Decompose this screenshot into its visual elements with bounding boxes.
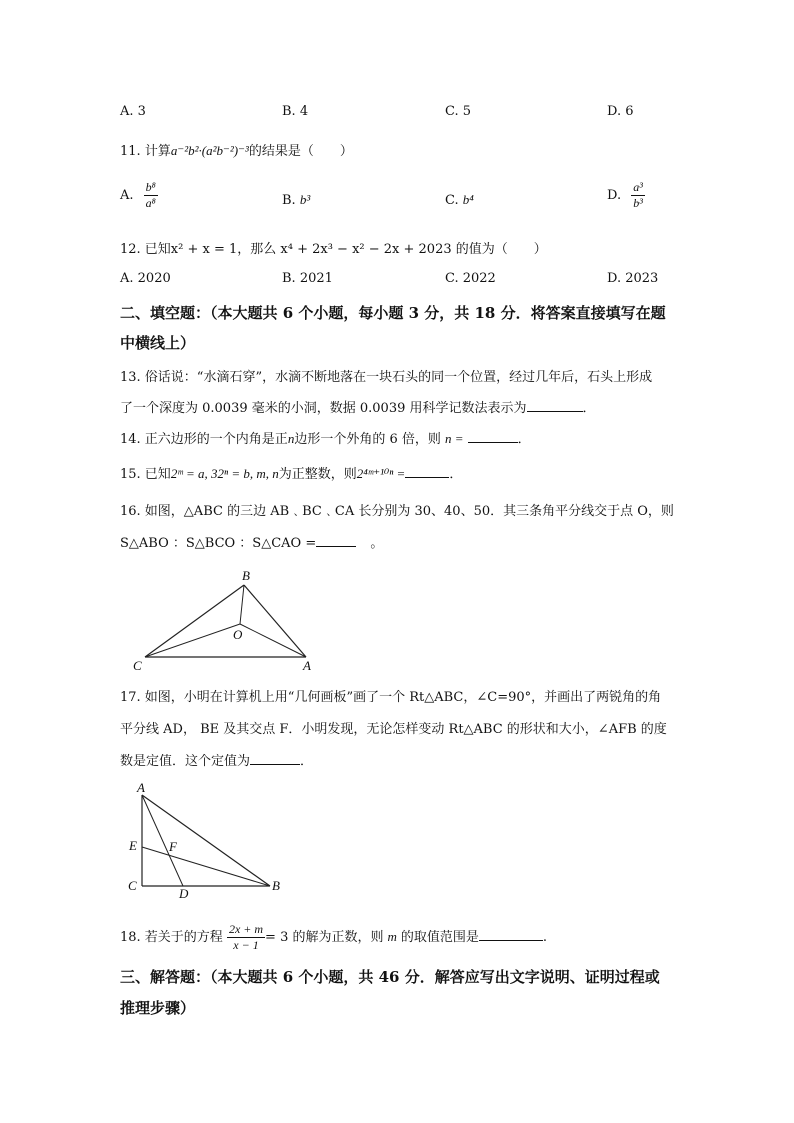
- vertex-a-label: A: [137, 780, 145, 795]
- q12-option-d: D. 2023: [607, 271, 659, 286]
- q17-line3: 数是定值．这个定值为 ．: [120, 754, 314, 769]
- q12-option-b: B. 2021: [282, 271, 333, 286]
- q11-option-c: C. b⁴: [445, 192, 474, 208]
- vertex-a-label: A: [303, 658, 311, 672]
- q17-line2: 平分线 AD， BE 及其交点 F．小明发现，无论怎样变动 Rt△ABC 的形状和大小，∠AFB 的度: [120, 722, 667, 737]
- q17-line1: 17. 如图，小明在计算机上用“几何画板”画了一个 Rt△ABC，∠C=90°，并画出了两锐角的角: [120, 690, 662, 705]
- q17-answer-blank[interactable]: [250, 752, 300, 765]
- vertex-b-label: B: [242, 568, 250, 583]
- q14-answer-blank[interactable]: [468, 430, 518, 443]
- q11-number: 11.: [120, 144, 141, 159]
- section-3-heading-line2: 推理步骤）: [120, 999, 196, 1017]
- triangle-abc-figure: [130, 566, 320, 672]
- q16-line2: S△ABO ：S△BCO ：S△CAO = 。: [120, 536, 384, 551]
- question-14: 14. 正六边形的一个内角是正n边形一个外角的 6 倍，则 n = ．: [120, 431, 531, 447]
- q11-option-a: A. $\frac{\text{b⁸}}{\text{a⁸}}$: [120, 180, 156, 210]
- q10-option-c: C. 5: [445, 104, 472, 119]
- section-2-heading-line2: 中横线上）: [120, 334, 196, 352]
- q10-option-d: D. 6: [607, 104, 634, 119]
- q15-answer-blank[interactable]: [405, 465, 449, 478]
- section-3-heading-line1: 三、解答题：（本大题共 6 个小题，共 46 分．解答应写出文字说明、证明过程或: [120, 968, 660, 986]
- q12-option-a: A. 2020: [120, 271, 171, 286]
- q16-line1: 16. 如图，△ABC 的三边 AB﹑BC﹑CA 长分别为 30、40、50．其三条角平分线交于点 O，则: [120, 504, 674, 519]
- right-triangle-figure: [125, 780, 290, 900]
- q11-expression: a⁻²b²·(a²b⁻²)⁻³: [170, 143, 249, 158]
- point-o-label: O: [233, 627, 243, 642]
- vertex-b-label: B: [272, 878, 280, 893]
- question-15: 15. 已知2ᵐ = a, 32ⁿ = b, m, n为正整数，则2⁴ᵐ⁺¹⁰ⁿ = ．: [120, 466, 463, 482]
- q10-option-a: A. 3: [120, 104, 146, 119]
- q11-text-b: 的结果是（ ）: [248, 144, 353, 159]
- question-12: 12. 已知x² + x = 1，那么 x⁴ + 2x³ − x² − 2x + 2023 的值为（ ）: [120, 242, 547, 257]
- q11-option-b: B. b³: [282, 192, 311, 208]
- q11-text-a: 计算: [144, 144, 171, 159]
- point-f-label: F: [169, 839, 177, 854]
- question-11: [120, 140, 353, 159]
- section-2-heading-line1: 二、填空题：（本大题共 6 个小题，每小题 3 分，共 18 分．将答案直接填写在题: [120, 304, 666, 322]
- vertex-c-label: C: [128, 878, 137, 893]
- vertex-c-label: C: [133, 658, 142, 672]
- q13-answer-blank[interactable]: [527, 399, 583, 412]
- q12-option-c: C. 2022: [445, 271, 496, 286]
- q10-option-b: B. 4: [282, 104, 309, 119]
- q13-line1: 13. 俗话说：“水滴石穿”，水滴不断地落在一块石头的同一个位置，经过几年后，石头上形成: [120, 370, 653, 385]
- point-e-label: E: [129, 838, 137, 853]
- q11-option-d: D. $\frac{\text{a³}}{\text{b³}}$: [607, 180, 643, 210]
- q13-line2: 了一个深度为 0.0039 毫米的小洞，数据 0.0039 用科学记数法表示为 ．: [120, 401, 596, 416]
- q16-answer-blank[interactable]: [316, 534, 356, 547]
- question-18: 18. 若关于的方程 $\frac{2x + m}{x - 1}$ = 3 的解为正数，则 m 的取值范围是 .: [120, 922, 548, 952]
- point-d-label: D: [179, 886, 189, 900]
- q18-answer-blank[interactable]: [479, 928, 543, 941]
